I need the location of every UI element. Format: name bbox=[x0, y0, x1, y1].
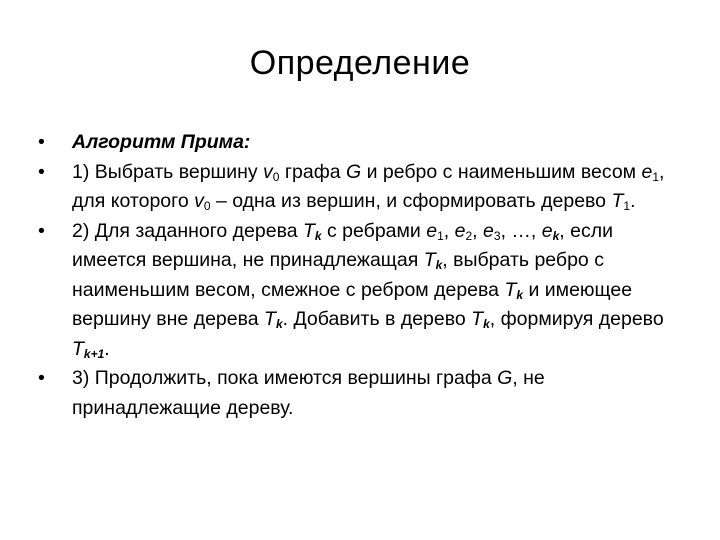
math-subscript: 3 bbox=[493, 228, 501, 243]
math-subscript: k bbox=[314, 228, 322, 243]
bullet-item-3 bbox=[38, 217, 688, 365]
math-subscript: k bbox=[435, 258, 443, 272]
math-subscript: k bbox=[275, 317, 283, 331]
bullet-text-run: 3) Продолжить, пока имеются вершины графа bbox=[72, 367, 498, 389]
bullet-text-run: . bbox=[630, 190, 636, 212]
bullet-text-run: . bbox=[104, 337, 110, 360]
math-subscript: 1 bbox=[437, 228, 444, 243]
bullet-dot-icon: • bbox=[38, 219, 45, 242]
math-subscript: k bbox=[552, 228, 560, 243]
math-variable: T bbox=[423, 249, 436, 271]
bullet-text-run: , bbox=[443, 219, 455, 242]
bullet-item-1 bbox=[38, 128, 688, 158]
math-variable: T bbox=[471, 308, 484, 330]
bullet-dot-icon: • bbox=[38, 160, 45, 183]
bullet-text-run: , формируя дерево bbox=[489, 308, 664, 330]
math-subscript: 0 bbox=[203, 199, 211, 213]
bullet-text-run: с ребрами bbox=[321, 219, 427, 242]
math-variable: G bbox=[497, 367, 513, 389]
math-subscript: k bbox=[483, 317, 490, 331]
math-variable: T bbox=[611, 190, 624, 212]
bullet-item-2 bbox=[38, 158, 688, 217]
bullet-list bbox=[38, 128, 688, 423]
math-subscript: 1 bbox=[623, 199, 631, 213]
bullet-text-run: , если имеется вершина, не принадлежащая bbox=[72, 219, 613, 271]
bullet-text-run: , …, bbox=[500, 219, 542, 242]
math-subscript: 0 bbox=[272, 169, 280, 184]
bullet-text-run: графа bbox=[279, 160, 346, 183]
bullet-text-run: 1) Выбрать вершину bbox=[72, 160, 264, 183]
bullet-text-run: , для которого bbox=[72, 160, 665, 212]
math-variable: e bbox=[454, 219, 466, 242]
math-subscript: k bbox=[516, 287, 524, 302]
bullet-text-run: и имеющее вершину вне дерева bbox=[72, 278, 633, 330]
bullet-item-4 bbox=[38, 364, 688, 423]
math-variable: T bbox=[264, 308, 276, 330]
math-variable: T bbox=[302, 219, 315, 242]
math-variable: e bbox=[483, 219, 494, 242]
math-subscript: 2 bbox=[465, 228, 473, 243]
math-variable: T bbox=[72, 337, 84, 360]
math-variable: v bbox=[263, 160, 273, 183]
math-variable: e bbox=[541, 219, 553, 242]
math-subscript: 1 bbox=[652, 169, 660, 184]
bullet-text-run: . Добавить в дерево bbox=[282, 308, 472, 330]
math-variable: v bbox=[194, 190, 204, 212]
bullet-text-run: 2) Для заданного дерева bbox=[72, 219, 303, 242]
math-variable: G bbox=[346, 160, 362, 183]
slide-title: Определение bbox=[249, 44, 471, 82]
bullet-text-run: Алгоритм Прима: bbox=[72, 131, 251, 153]
bullet-text-run: и ребро с наименьшим весом bbox=[361, 160, 642, 183]
math-subscript: k+1 bbox=[83, 346, 105, 361]
bullet-dot-icon: • bbox=[38, 131, 45, 153]
bullet-text-run: , выбрать ребро с наименьшим весом, смежное с ребром дерева bbox=[72, 249, 604, 301]
bullet-text-run: , не принадлежащие дереву. bbox=[72, 367, 545, 419]
math-variable: T bbox=[504, 278, 517, 301]
math-variable: e bbox=[641, 160, 653, 183]
math-variable: e bbox=[426, 219, 438, 242]
bullet-dot-icon: • bbox=[38, 367, 45, 389]
bullet-text-run: – одна из вершин, и сформировать дерево bbox=[210, 190, 612, 212]
bullet-text-run: , bbox=[472, 219, 484, 242]
